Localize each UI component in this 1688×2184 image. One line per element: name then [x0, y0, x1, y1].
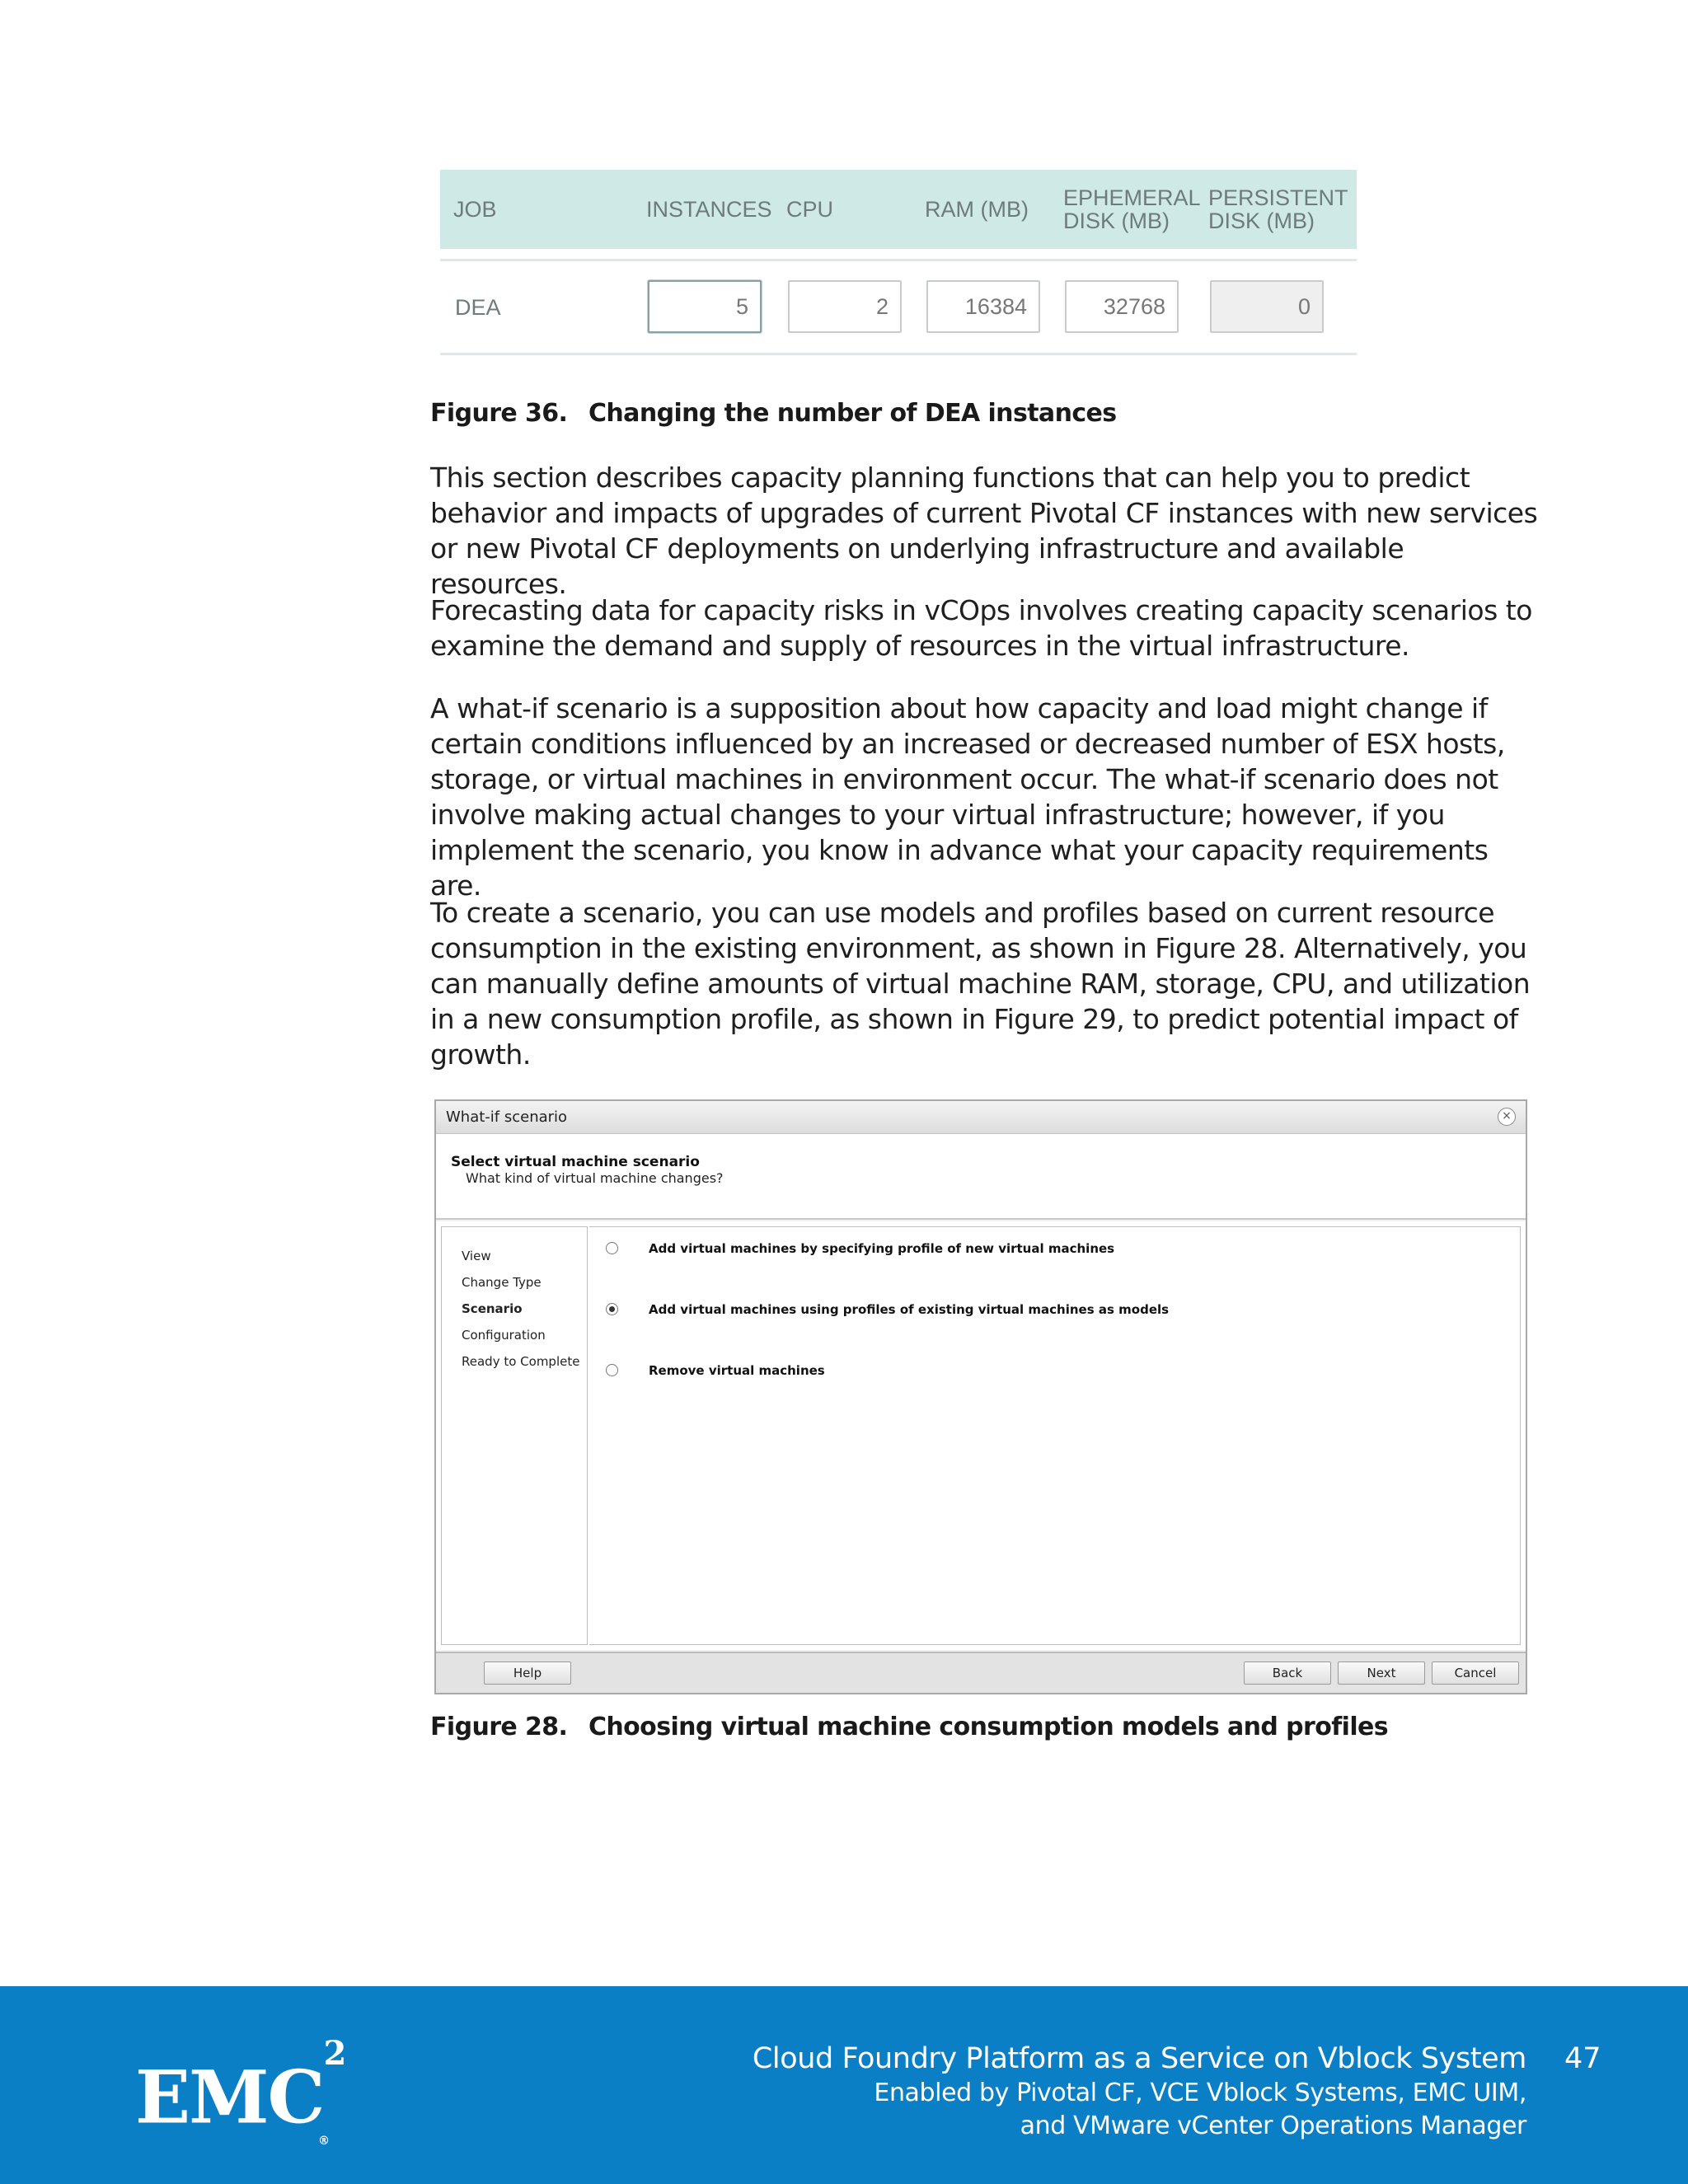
step-scenario[interactable]: Scenario: [462, 1301, 523, 1316]
step-ready-to-complete[interactable]: Ready to Complete: [462, 1354, 580, 1369]
dialog-footer: [436, 1652, 1526, 1693]
header-persistent-line2: DISK (MB): [1208, 209, 1315, 233]
header-ephemeral-line1: EPHEMERAL: [1063, 185, 1201, 210]
footer-title-line2: Enabled by Pivotal CF, VCE Vblock Systems, EMC UIM,: [874, 2079, 1526, 2107]
wizard-steps: [441, 1226, 588, 1645]
header-persistent-disk: [1208, 186, 1348, 232]
header-instances: INSTANCES: [646, 197, 772, 222]
row-job-name: DEA: [455, 295, 501, 320]
figure-36-title: Changing the number of DEA instances: [588, 399, 1117, 428]
paragraph-1: This section describes capacity planning functions that can help you to predict behavior and impacts of upgrades of current Pivotal CF instances with new services or new Pivotal CF deployments on underlying infrastructure and available resources.: [430, 462, 1538, 600]
table-divider: [440, 259, 1357, 261]
paragraph-2: Forecasting data for capacity risks in vCOps involves creating capacity scenarios to examine the demand and supply of resources in the virtual infrastructure.: [430, 594, 1532, 662]
option-remove-vms-radio[interactable]: [606, 1364, 618, 1376]
step-configuration[interactable]: Configuration: [462, 1328, 546, 1343]
option-existing-models-label[interactable]: Add virtual machines using profiles of existing virtual machines as models: [649, 1302, 1170, 1317]
emc-logo-superscript: 2: [323, 2034, 347, 2073]
persistent-disk-input: 0: [1210, 280, 1324, 333]
step-view[interactable]: View: [462, 1249, 491, 1263]
emc-logo: [135, 2034, 347, 2148]
what-if-scenario-dialog: [434, 1099, 1527, 1694]
cancel-button[interactable]: Cancel: [1432, 1661, 1519, 1685]
figure-28-number: Figure 28.: [430, 1713, 568, 1741]
header-cpu: CPU: [786, 197, 834, 222]
dialog-header: [436, 1134, 1526, 1220]
job-table: [440, 170, 1357, 356]
scenario-options: [589, 1226, 1521, 1645]
figure-28-title: Choosing virtual machine consumption models and profiles: [588, 1713, 1389, 1741]
dialog-header-subtitle: What kind of virtual machine changes?: [466, 1170, 724, 1186]
footer-title-line3: and VMware vCenter Operations Manager: [1020, 2111, 1526, 2140]
header-job: JOB: [453, 197, 497, 222]
header-ephemeral-disk: [1063, 186, 1201, 232]
header-persistent-line1: PERSISTENT: [1208, 185, 1348, 210]
next-button[interactable]: Next: [1338, 1661, 1425, 1685]
help-button[interactable]: Help: [484, 1661, 571, 1685]
figure-36-number: Figure 36.: [430, 399, 568, 428]
back-button[interactable]: Back: [1244, 1661, 1331, 1685]
page-footer: [0, 1986, 1688, 2184]
dialog-header-title: Select virtual machine scenario: [451, 1154, 700, 1170]
close-icon[interactable]: ×: [1498, 1108, 1516, 1126]
option-existing-models-radio[interactable]: [606, 1303, 618, 1315]
figure-28-caption: [430, 1713, 1388, 1741]
page-number: 47: [1564, 2042, 1601, 2075]
dialog-title-bar: [436, 1101, 1526, 1134]
header-ram: RAM (MB): [925, 197, 1029, 222]
ephemeral-disk-input[interactable]: 32768: [1065, 280, 1179, 333]
paragraph-4: To create a scenario, you can use models and profiles based on current resource consumption in the existing environment, as shown in Figure 28. Alternatively, you can manually define amounts of virtual machine RAM, storage, CPU, and utilization in a new consumption profile, as shown in Figure 29, to predict potential impact of growth.: [430, 897, 1531, 1071]
emc-logo-registered: ®: [318, 2135, 328, 2148]
instances-input[interactable]: 5: [648, 280, 762, 333]
footer-title-line1: Cloud Foundry Platform as a Service on Vblock System: [752, 2042, 1526, 2075]
table-bottom-divider: [440, 353, 1357, 355]
option-remove-vms-label[interactable]: Remove virtual machines: [649, 1363, 825, 1378]
ram-input[interactable]: 16384: [926, 280, 1040, 333]
dialog-title: What-if scenario: [446, 1108, 568, 1126]
job-table-header: [440, 170, 1357, 249]
option-new-profile-radio[interactable]: [606, 1242, 618, 1254]
dialog-body: [436, 1221, 1526, 1650]
emc-logo-text: EMC: [135, 2054, 324, 2140]
step-change-type[interactable]: Change Type: [462, 1275, 542, 1290]
option-new-profile-label[interactable]: Add virtual machines by specifying profile of new virtual machines: [649, 1241, 1115, 1256]
figure-36-caption: [430, 399, 1117, 428]
paragraph-3: A what-if scenario is a supposition about how capacity and load might change if certain conditions influenced by an increased or decreased number of ESX hosts, storage, or virtual machines in environment occur. The what-if scenario does not involve making actual changes to your virtual infrastructure; however, if you implement the scenario, you know in advance what your capacity requirements are.: [430, 692, 1505, 902]
header-ephemeral-line2: DISK (MB): [1063, 209, 1170, 233]
cpu-input[interactable]: 2: [788, 280, 902, 333]
